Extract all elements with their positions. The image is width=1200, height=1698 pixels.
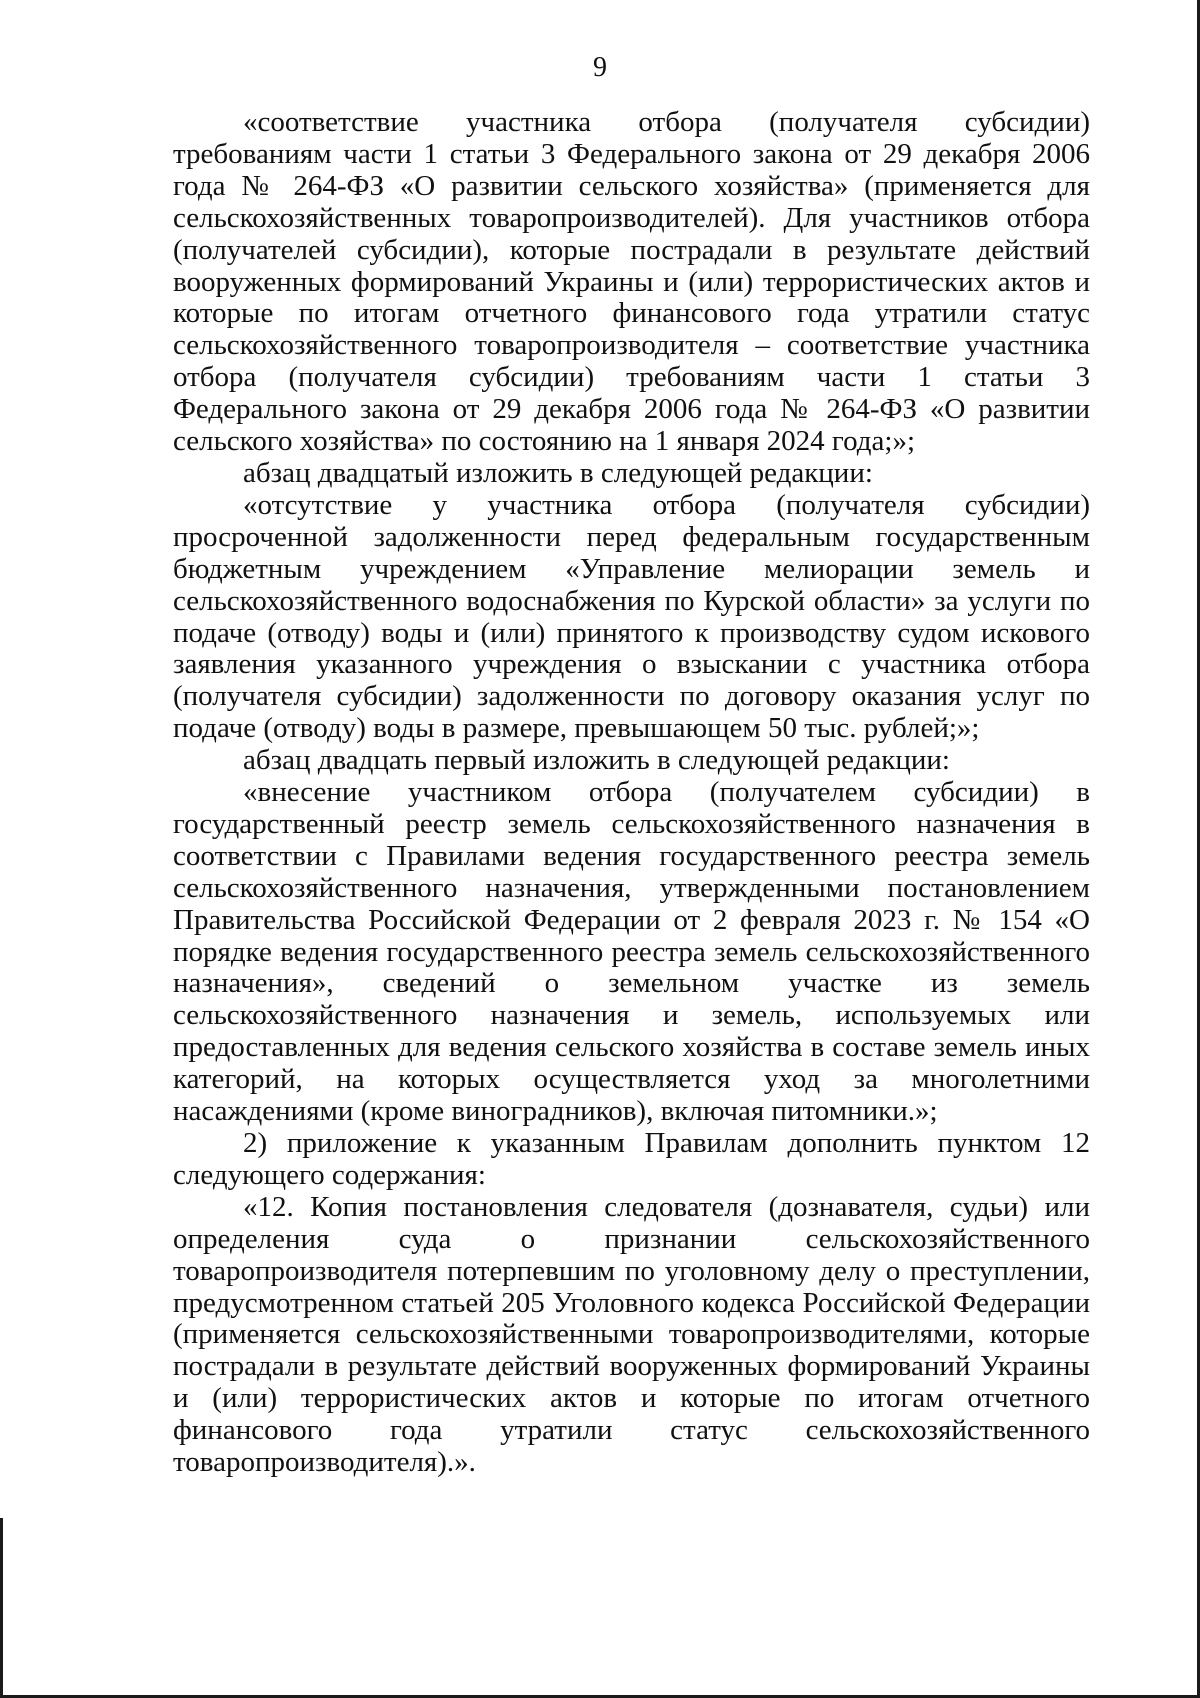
paragraph-no-overdue-debt: «отсутствие у участника отбора (получателя субсидии) просроченной задолженности перед федеральным государственным бюджетным учреждением «Управление мелиорации земель и сельскохозяйственного водоснабжения по Курской области» за услуги по подаче (отводу) воды и (или) принятого к производству судом искового заявления указанного учреждения о взыскании с участника отбора (получателя субсидии) задолженности по договору оказания услуг по подаче (отводу) воды в размере, превышающем 50 тыс. рублей;»; xyxy=(173,488,1090,745)
document-body xyxy=(173,107,1090,1479)
paragraph-twenty-first-intro: абзац двадцать первый изложить в следующей редакции: xyxy=(243,744,950,777)
page-number: 9 xyxy=(593,52,607,83)
paragraph-land-registry: «внесение участником отбора (получателем субсидии) в государственный реестр земель сельскохозяйственного назначения в соответствии с Правилами ведения государственного реестра земель сельскохозяйственного назначения, утвержденными постановлением Правительства Российской Федерации от 2 февраля 2023 г. № 154 «О порядке ведения государственного реестра земель сельскохозяйственного назначения», сведений о земельном участке из земель сельскохозяйственного назначения и земель, используемых или предоставленных для ведения сельского хозяйства в составе земель иных категорий, на которых осуществляется уход за многолетними насаждениями (кроме виноградников), включая питомники.»; xyxy=(173,776,1090,1128)
paragraph-item-12: «12. Копия постановления следователя (дознавателя, судьи) или определения суда о признании сельскохозяйственного товаропроизводителя потерпевшим по уголовному делу о преступлении, предусмотренном статьей 205 Уголовного кодекса Российской Федерации (применяется сельскохозяйственными товаропроизводителями, которые пострадали в результате действий вооруженных формирований Украины и (или) террористических актов и которые по итогам отчетного финансового года утратили статус сельскохозяйственного товаропроизводителя).». xyxy=(173,1190,1090,1479)
scan-edge-left xyxy=(0,1518,3,1698)
paragraph-appendix-amendment: 2) приложение к указанным Правилам дополнить пунктом 12 следующего содержания: xyxy=(173,1127,1090,1191)
paragraph-compliance-requirements: «соответствие участника отбора (получателя субсидии) требованиям части 1 статьи 3 Федерального закона от 29 декабря 2006 года № 264-ФЗ «О развитии сельского хозяйства» (применяется для сельскохозяйственных товаропроизводителей). Для участников отбора (получателей субсидии), которые пострадали в результате действий вооруженных формирований Украины и (или) террористических актов и которые по итогам отчетного финансового года утратили статус сельскохозяйственного товаропроизводителя – соответствие участника отбора (получателя субсидии) требованиям части 1 статьи 3 Федерального закона от 29 декабря 2006 года № 264-ФЗ «О развитии сельского хозяйства» по состоянию на 1 января 2024 года;»; xyxy=(173,106,1090,458)
paragraph-twentieth-intro: абзац двадцатый изложить в следующей редакции: xyxy=(243,456,873,489)
